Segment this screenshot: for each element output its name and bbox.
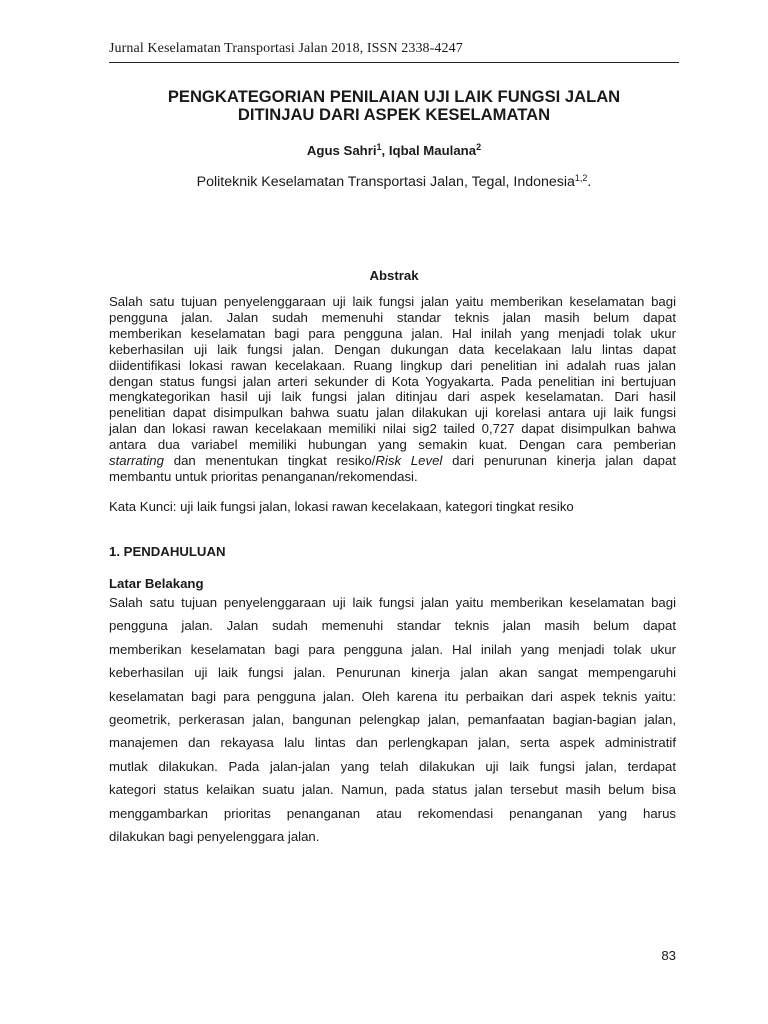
keywords: Kata Kunci: uji laik fungsi jalan, lokasi rawan kecelakaan, kategori tingkat resiko (109, 499, 574, 514)
header-rule (109, 62, 679, 63)
affiliation-sup: 1,2 (574, 173, 588, 183)
abstract-heading: Abstrak (369, 268, 419, 283)
abstract-text-fragment: dari penurunan kinerja jalan dapat (442, 453, 677, 469)
abstract-line: pengguna jalan. Jalan sudah memenuhi standar teknis jalan masih belum dapat (109, 309, 676, 325)
author-2: Iqbal Maulana (388, 143, 477, 158)
abstract-line: jalan dan lokasi rawan kecelakaan memiliki nilai sig2 tailed 0,727 dapat disimpulkan bahwa (109, 421, 676, 437)
section-body (109, 591, 676, 848)
body-line: keberhasilan uji laik fungsi jalan. Penurunan kinerja jalan akan sangat mempengaruhi (109, 665, 676, 681)
abstract-line: antara dua variabel memiliki hubungan yang semakin kuat. Dengan cara pemberian (109, 437, 676, 453)
abstract-line-italic (109, 453, 676, 469)
author-2-sup: 2 (476, 142, 482, 152)
abstract-line: penelitian dapat disimpulkan bahwa suatu jalan dilakukan uji korelasi antara uji laik fungsi (109, 405, 676, 421)
italic-term-risk-level: Risk Level (375, 453, 443, 469)
italic-term-starrating: starrating (109, 453, 164, 469)
body-line: dilakukan bagi penyelenggara jalan. (109, 829, 320, 845)
title-line-2: DITINJAU DARI ASPEK KESELAMATAN (237, 105, 551, 124)
journal-header: Jurnal Keselamatan Transportasi Jalan 2018, ISSN 2338-4247 (109, 41, 463, 56)
abstract-body (109, 294, 676, 485)
abstract-line: diidentifikasi lokasi rawan kecelakaan. Ruang lingkup dari penelitian ini adalah ruas jalan (109, 357, 676, 373)
body-line: mutlak dilakukan. Pada jalan-jalan yang telah dilakukan uji laik fungsi jalan, terdapat (109, 758, 676, 774)
affiliation (109, 174, 679, 190)
section-heading: 1. PENDAHULUAN (109, 544, 226, 559)
affiliation-text: Politeknik Keselamatan Transportasi Jalan, Tegal, Indonesia (196, 174, 575, 190)
body-line: keselamatan bagi para pengguna jalan. Oleh karena itu perbaikan dari aspek teknis yaitu: (109, 688, 676, 704)
authors (109, 143, 679, 158)
body-line: Salah satu tujuan penyelenggaraan uji laik fungsi jalan yaitu memberikan keselamatan bagi (109, 595, 676, 610)
author-1-sup: 1 (376, 142, 382, 152)
affiliation-end: . (587, 174, 592, 190)
page-number: 83 (661, 948, 676, 963)
body-line: geometrik, perkerasan jalan, bangunan pelengkap jalan, pemanfaatan bagian-bagian jalan, (109, 712, 676, 728)
body-line: kategori status kelaikan suatu jalan. Namun, pada status jalan tersebut masih belum bisa (109, 782, 676, 798)
subsection-heading: Latar Belakang (109, 576, 204, 591)
abstract-text-fragment: dan menentukan tingkat resiko/ (163, 453, 376, 469)
abstract-line: memberikan keselamatan bagi para pengguna jalan. Hal inilah yang menjadi tolak ukur (109, 325, 676, 341)
paper-title (109, 88, 679, 124)
title-line-1: PENGKATEGORIAN PENILAIAN UJI LAIK FUNGSI JALAN (167, 87, 621, 106)
author-1: Agus Sahri (306, 143, 377, 158)
abstract-line: dengan status fungsi jalan arteri sekunder di Kota Yogyakarta. Pada penelitian ini bertujuan (109, 373, 676, 389)
author-separator: , (381, 143, 389, 158)
body-line: menggambarkan prioritas penanganan atau rekomendasi penanganan yang harus (109, 805, 676, 821)
body-line: pengguna jalan. Jalan sudah memenuhi standar teknis jalan masih belum dapat (109, 618, 676, 634)
body-line: manajemen dan rekayasa lalu lintas dan perlengkapan jalan, serta aspek administratif (109, 735, 676, 751)
abstract-line: mengkategorikan hasil uji laik fungsi jalan ditinjau dari aspek keselamatan. Dari hasil (109, 389, 676, 405)
abstract-line: Salah satu tujuan penyelenggaraan uji laik fungsi jalan yaitu memberikan keselamatan bagi (109, 294, 676, 309)
abstract-line: keberhasilan uji laik fungsi jalan. Dengan dukungan data kecelakaan lalu lintas dapat (109, 341, 676, 357)
body-line: memberikan keselamatan bagi para pengguna jalan. Hal inilah yang menjadi tolak ukur (109, 641, 676, 657)
abstract-line: membantu untuk prioritas penanganan/rekomendasi. (109, 468, 418, 484)
